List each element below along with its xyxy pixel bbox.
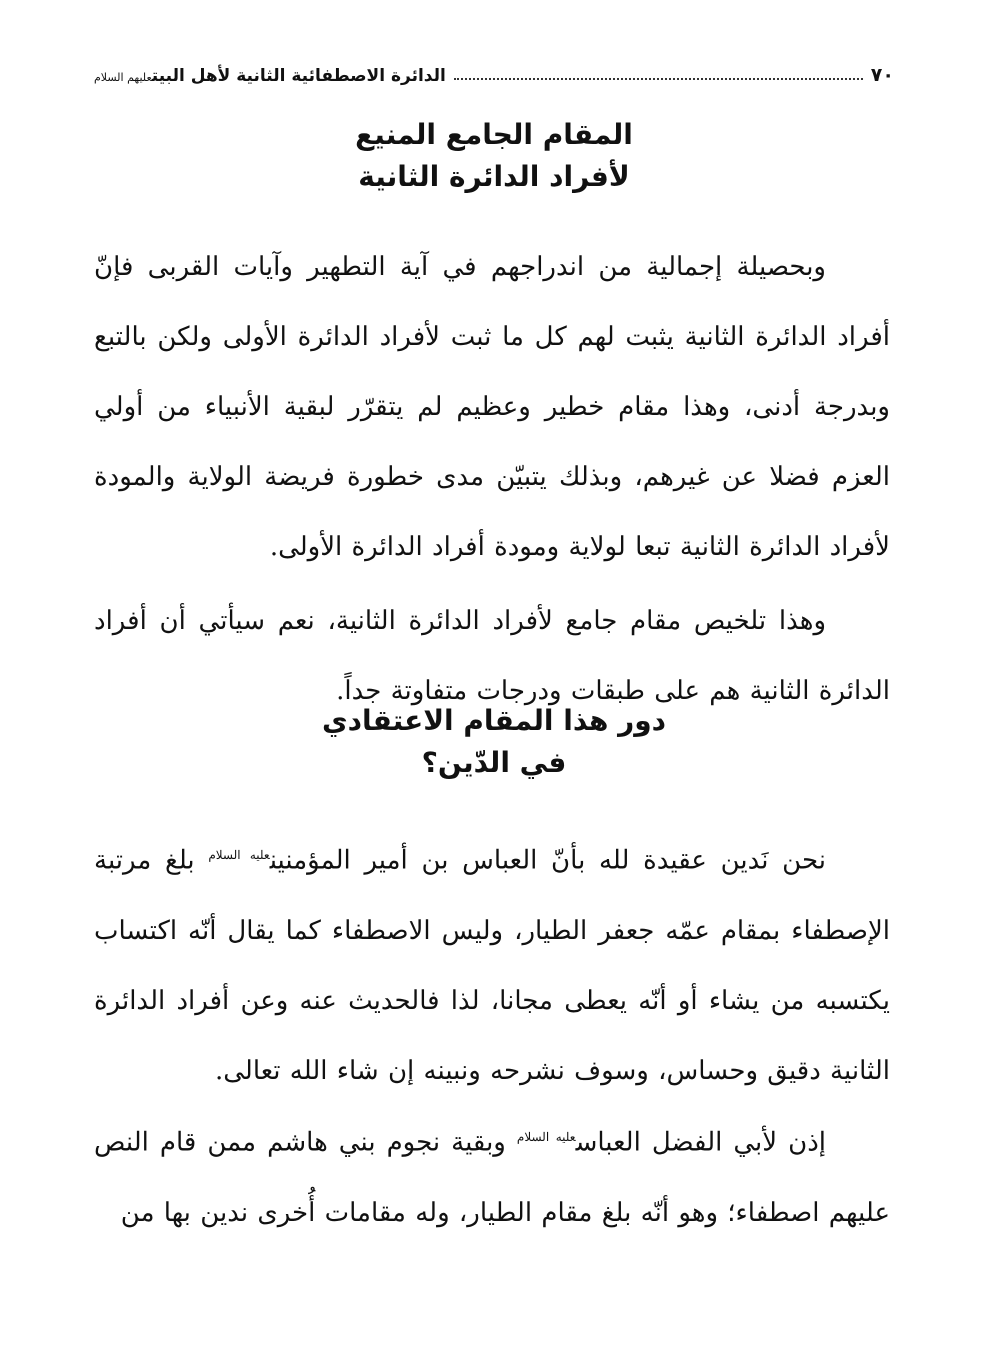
header-dotted-leader bbox=[454, 77, 863, 80]
paragraph-text: بلغ مرتبة الإصطفاء بمقام عمّه جعفر الطيار، وليس الاصطفاء كما يقال أنّه اكتساب يكتسبه من يشاء أو أنّه يعطى مجانا، لذا فالحديث عنه وعن أفراد الدائرة الثانية دقيق وحساس، وسوف نشرحه ونبينه إن شاء الله تعالى. bbox=[94, 845, 890, 1086]
honorific-mark: عليه السلام bbox=[208, 848, 270, 862]
honorific-mark: عليه السلام bbox=[516, 1130, 576, 1144]
honorific-mark: عليهم السلام bbox=[94, 71, 152, 84]
heading-line: لأفراد الدائرة الثانية bbox=[358, 160, 630, 193]
running-header bbox=[94, 52, 894, 86]
section-heading-jami bbox=[94, 114, 894, 198]
heading-line: في الدّين؟ bbox=[421, 746, 567, 779]
paragraph-text: وبقية نجوم بني هاشم ممن قام النص عليهم اصطفاء؛ وهو أنّه بلغ مقام الطيار، وله مقامات أُخرى ندين بها من bbox=[94, 1127, 890, 1228]
body-paragraph bbox=[94, 1102, 890, 1248]
heading-line: المقام الجامع المنيع bbox=[355, 118, 633, 151]
section-heading-role bbox=[94, 700, 894, 784]
running-title bbox=[94, 66, 446, 86]
heading-line: دور هذا المقام الاعتقادي bbox=[321, 704, 667, 737]
body-paragraph: وهذا تلخيص مقام جامع لأفراد الدائرة الثانية، نعم سيأتي أن أفراد الدائرة الثانية هم على طبقات ودرجات متفاوتة جداً. bbox=[94, 606, 890, 706]
paragraph-text: إذن لأبي الفضل العباس bbox=[575, 1127, 827, 1158]
running-title-text: الدائرة الاصطفائية الثانية لأهل البيت bbox=[151, 66, 446, 86]
body-paragraph: وبحصيلة إجمالية من اندراجهم في آية التطهير وآيات القربى فإنّ أفراد الدائرة الثانية يثبت لهم كل ما ثبت لأفراد الدائرة الأولى ولكن بالتبع وبدرجة أدنى، وهذا مقام خطير وعظيم لم يتقرّر لبقية الأنبياء من أولي العزم فضلا عن غيرهم، وبذلك يتبيّن مدى خطورة فريضة الولاية والمودة لأفراد الدائرة الثانية تبعا لولاية ومودة أفراد الدائرة الأولى. bbox=[94, 252, 890, 562]
page-number: ٧٠ bbox=[870, 64, 894, 86]
body-paragraph bbox=[94, 820, 890, 1106]
paragraph-text: نحن نَدين عقيدة لله بأنّ العباس بن أمير المؤمنين bbox=[269, 845, 826, 876]
